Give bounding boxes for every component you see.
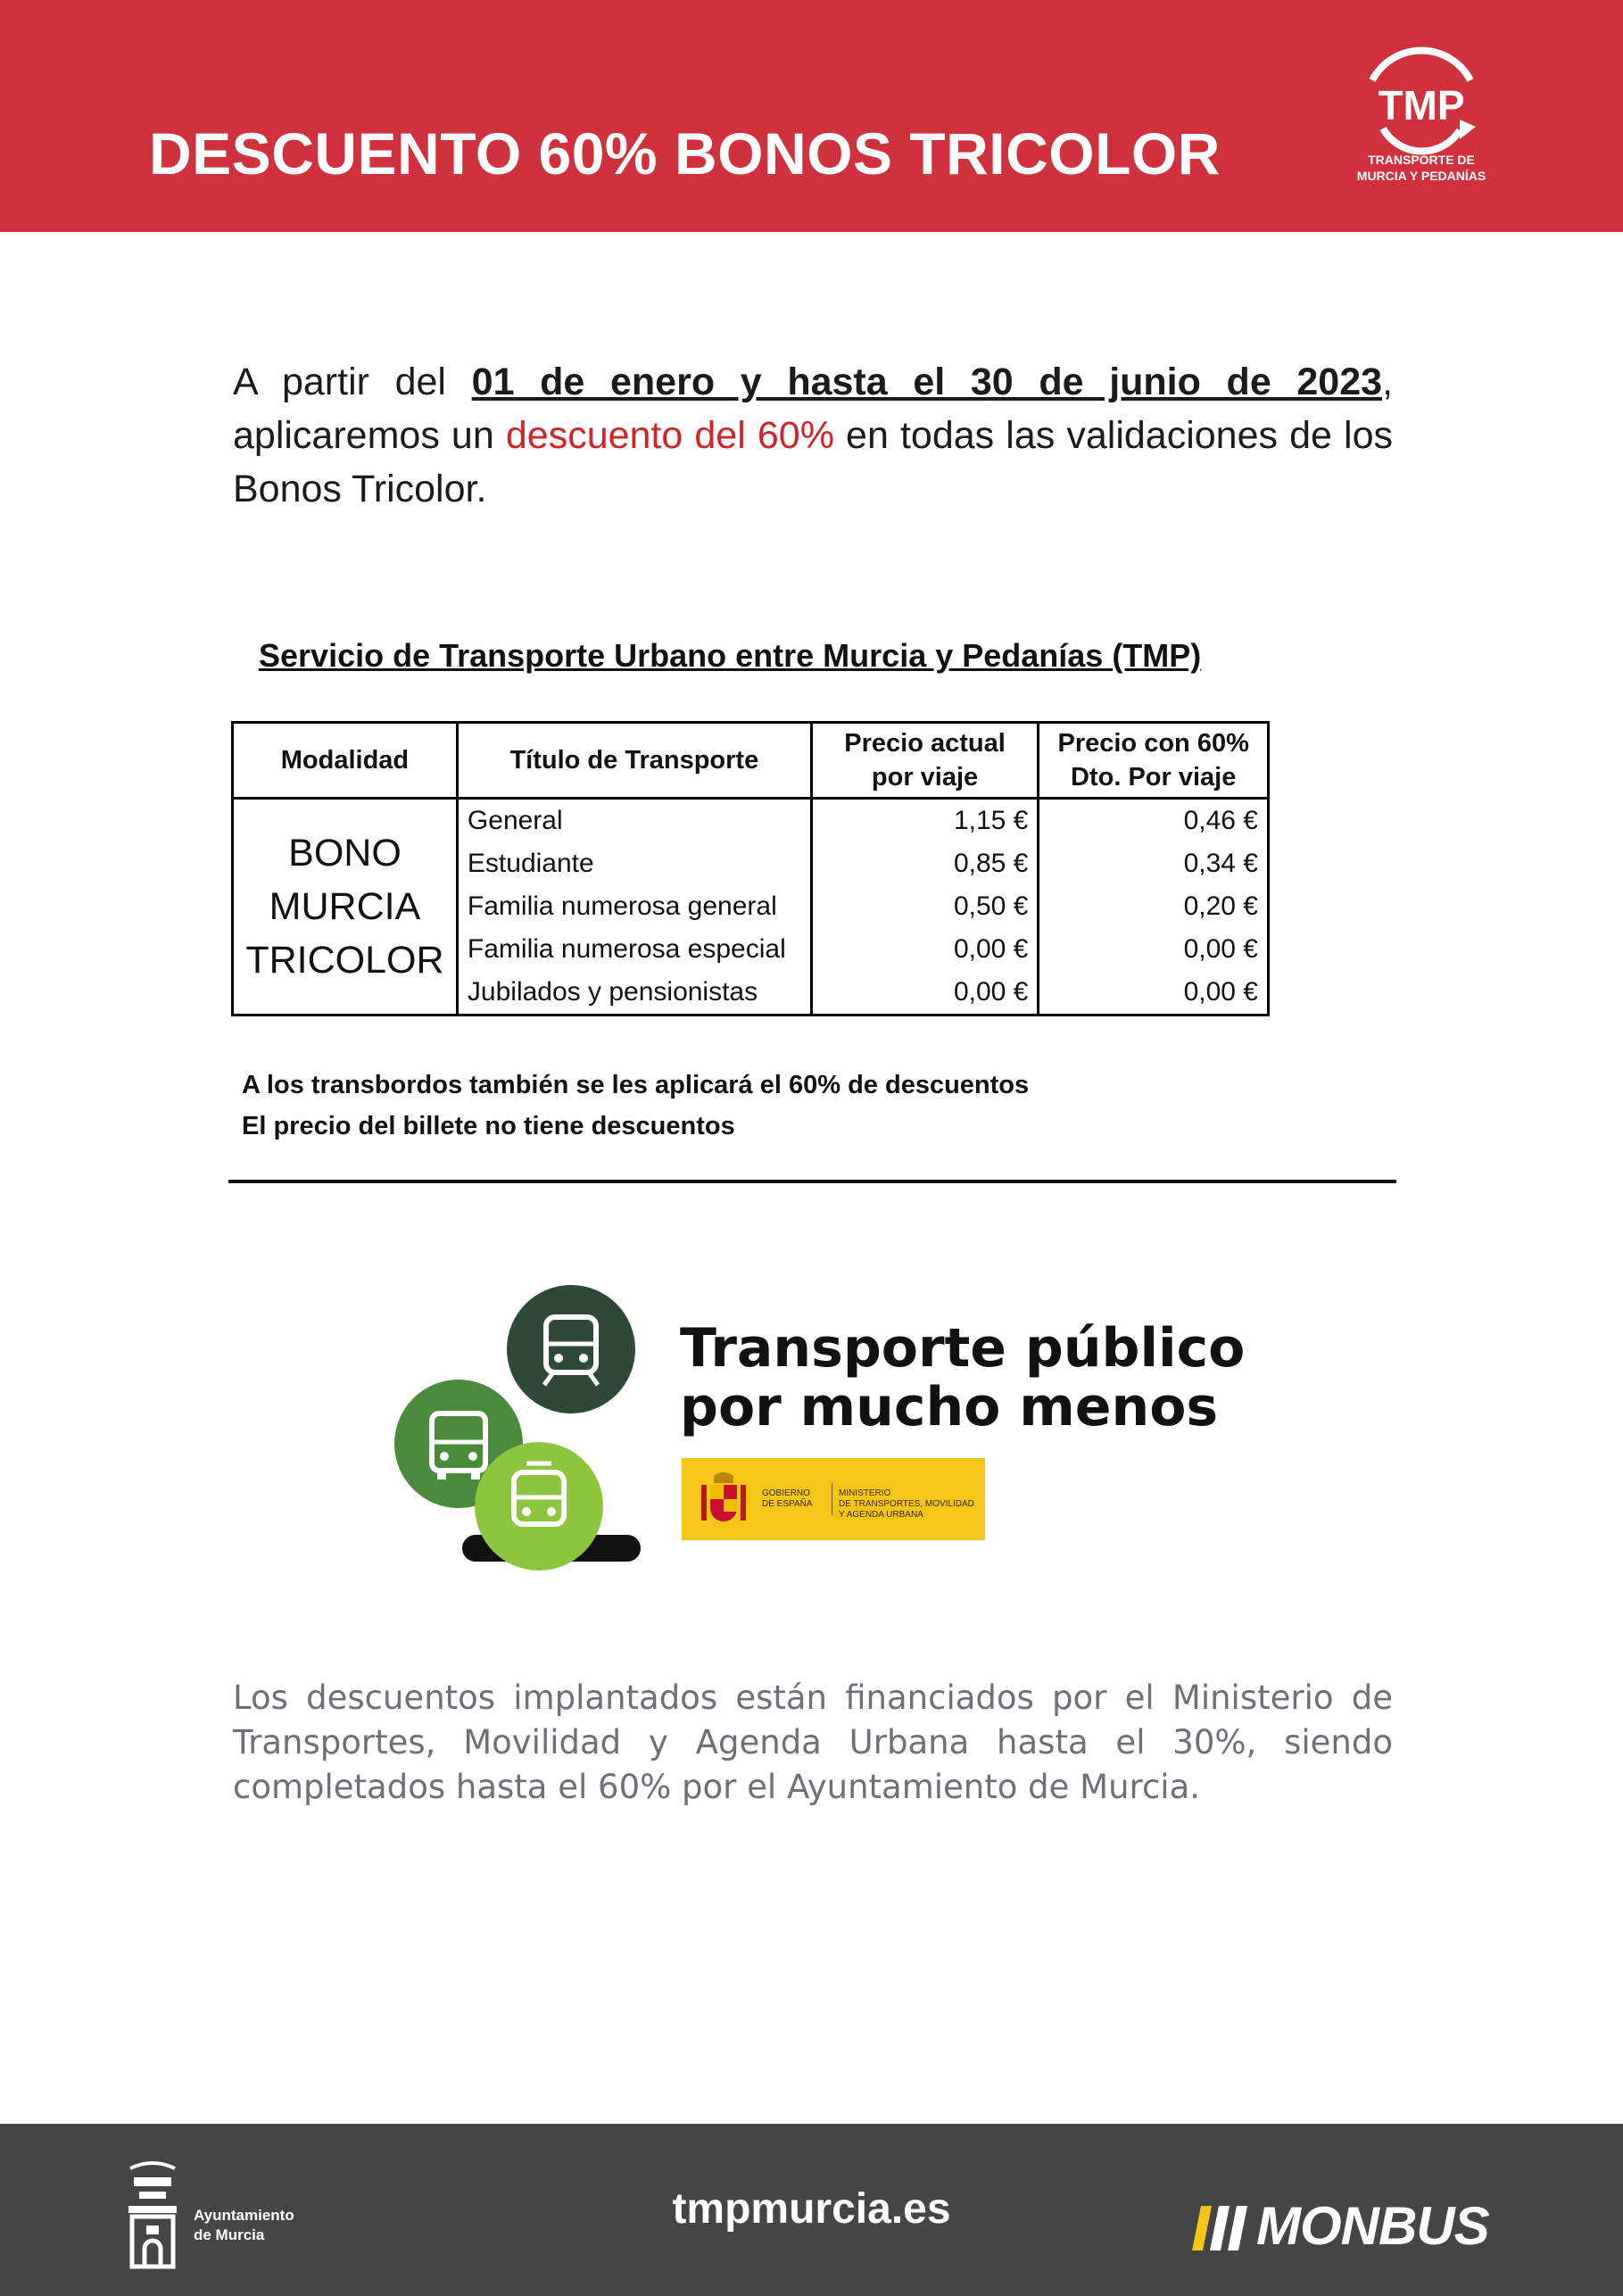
header-modalidad: Modalidad [233, 723, 458, 799]
header-banner [0, 0, 1623, 232]
page-title: DESCUENTO 60% BONOS TRICOLOR [149, 120, 1221, 186]
precio-descuento-cell: 0,00 € [1039, 928, 1269, 971]
precio-actual-cell: 0,00 € [811, 928, 1039, 971]
ayuntamiento-label: Ayuntamiento de Murcia [194, 2207, 294, 2243]
precio-actual-cell: 0,00 € [811, 971, 1039, 1015]
header-precio-actual: Precio actual por viaje [811, 723, 1039, 799]
header-titulo: Título de Transporte [457, 723, 811, 799]
table-row [233, 799, 1269, 843]
precio-actual-cell: 1,15 € [811, 799, 1039, 843]
titulo-cell: Jubilados y pensionistas [457, 971, 811, 1015]
footer [0, 2124, 1623, 2296]
tmp-logo-subtitle: TRANSPORTE DE MURCIA Y PEDANÍAS [1356, 153, 1486, 183]
table-notes [242, 1065, 1029, 1147]
precio-descuento-cell: 0,46 € [1039, 799, 1269, 843]
table-header-row [233, 723, 1269, 799]
monbus-stripes-icon [1192, 2206, 1255, 2250]
tram-icon [475, 1442, 603, 1571]
train-icon [507, 1285, 635, 1413]
titulo-cell: Estudiante [457, 842, 811, 885]
table-title: Servicio de Transporte Urbano entre Murcia y Pedanías (TMP) [259, 637, 1202, 674]
precio-actual-cell: 0,85 € [811, 842, 1039, 885]
ministerio-text: MINISTERIO DE TRANSPORTES, MOVILIDAD Y AGENDA URBANA [839, 1488, 974, 1520]
website-url[interactable]: tmpmurcia.es [672, 2185, 951, 2233]
titulo-cell: General [457, 799, 811, 843]
note-billete: El precio del billete no tiene descuentos [242, 1112, 735, 1140]
precio-descuento-cell: 0,00 € [1039, 971, 1269, 1015]
discount-highlight: descuento del 60% [505, 414, 834, 457]
precio-descuento-cell: 0,20 € [1039, 885, 1269, 928]
titulo-cell: Familia numerosa general [457, 885, 811, 928]
financing-note: Los descuentos implantados están financiados por el Ministerio de Transportes, Movilidad y Agenda Urbana hasta el 30%, siendo completados hasta el 60% por el Ayuntamiento de Murcia. [233, 1678, 1393, 1806]
precio-actual-cell: 0,50 € [811, 885, 1039, 928]
spain-coat-of-arms-icon [692, 1469, 755, 1531]
gobierno-text: GOBIERNO DE ESPAÑA [762, 1488, 813, 1509]
transport-icons-graphic [393, 1285, 660, 1571]
modalidad-cell: BONO MURCIA TRICOLOR [233, 799, 458, 1015]
gobierno-badge [682, 1458, 985, 1540]
note-transbordos: A los transbordos también se les aplicará el 60% de descuentos [242, 1071, 1030, 1099]
price-table [231, 721, 1270, 1016]
section-divider [228, 1180, 1396, 1183]
monbus-logo-text: MONBUS [1256, 2196, 1489, 2256]
promo-headline: Transporte público por mucho menos [680, 1317, 1246, 1438]
tmp-logo-text: TMP [1378, 82, 1465, 128]
date-range: 01 de enero y hasta el 30 de junio de 2023 [471, 361, 1383, 403]
titulo-cell: Familia numerosa especial [457, 928, 811, 971]
precio-descuento-cell: 0,34 € [1039, 842, 1269, 885]
intro-paragraph: A partir del 01 de enero y hasta el 30 de junio de 2023, aplicaremos un descuento del 60% en todas las validaciones de los Bonos Tricolor. [233, 361, 1394, 510]
header-precio-descuento: Precio con 60% Dto. Por viaje [1039, 723, 1269, 799]
